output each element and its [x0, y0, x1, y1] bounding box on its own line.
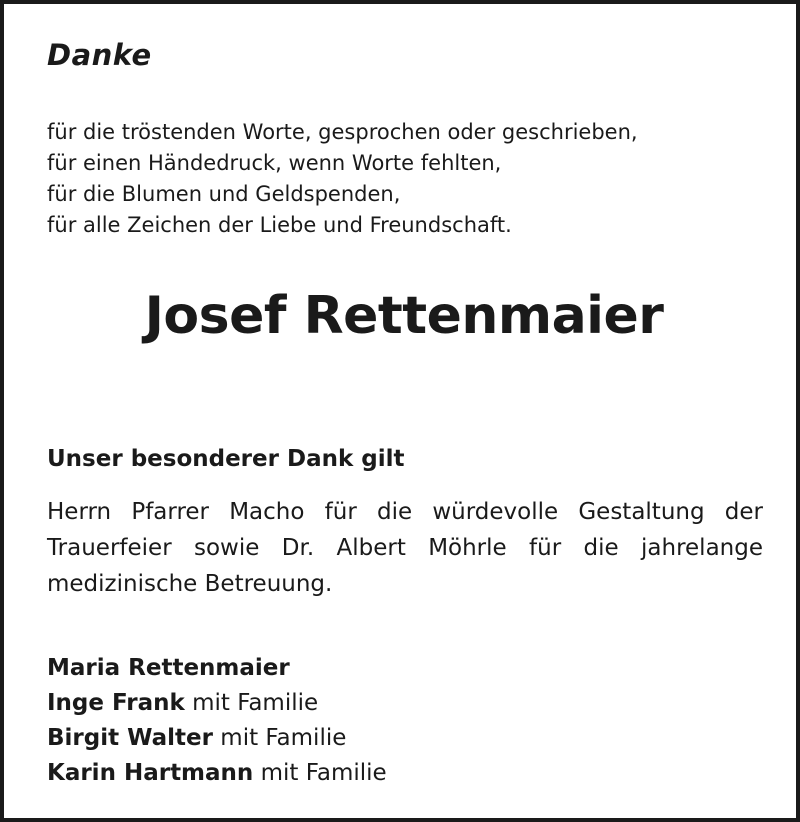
- signature-row: [47, 686, 387, 721]
- signature-name: Karin Hartmann: [47, 760, 254, 786]
- intro-line: für die tröstenden Worte, gesprochen oder geschrieben,: [47, 120, 638, 144]
- signature-name: Birgit Walter: [47, 725, 213, 751]
- signature-suffix: mit Familie: [184, 690, 319, 716]
- intro-line: für alle Zeichen der Liebe und Freundschaft.: [47, 213, 512, 237]
- special-thanks-heading: Unser besonderer Dank gilt: [47, 446, 405, 472]
- signature-row: [47, 721, 387, 756]
- intro-line: für einen Händedruck, wenn Worte fehlten,: [47, 151, 502, 175]
- intro-text: [47, 117, 638, 241]
- signature-row: [47, 651, 387, 686]
- signature-row: [47, 756, 387, 791]
- signature-name: Inge Frank: [47, 690, 185, 716]
- signature-suffix: mit Familie: [213, 725, 347, 751]
- signatures: [47, 651, 387, 791]
- intro-line: für die Blumen und Geldspenden,: [47, 182, 401, 206]
- special-thanks-text: Herrn Pfarrer Macho für die würdevolle Gestaltung der Trauerfeier sowie Dr. Albert Möhrle für die jahrelange medizinische Betreuung.: [47, 499, 763, 597]
- notice-heading: Danke: [47, 38, 152, 72]
- signature-suffix: mit Familie: [253, 760, 387, 786]
- signature-name: Maria Rettenmaier: [47, 655, 290, 681]
- deceased-name: Josef Rettenmaier: [144, 286, 664, 346]
